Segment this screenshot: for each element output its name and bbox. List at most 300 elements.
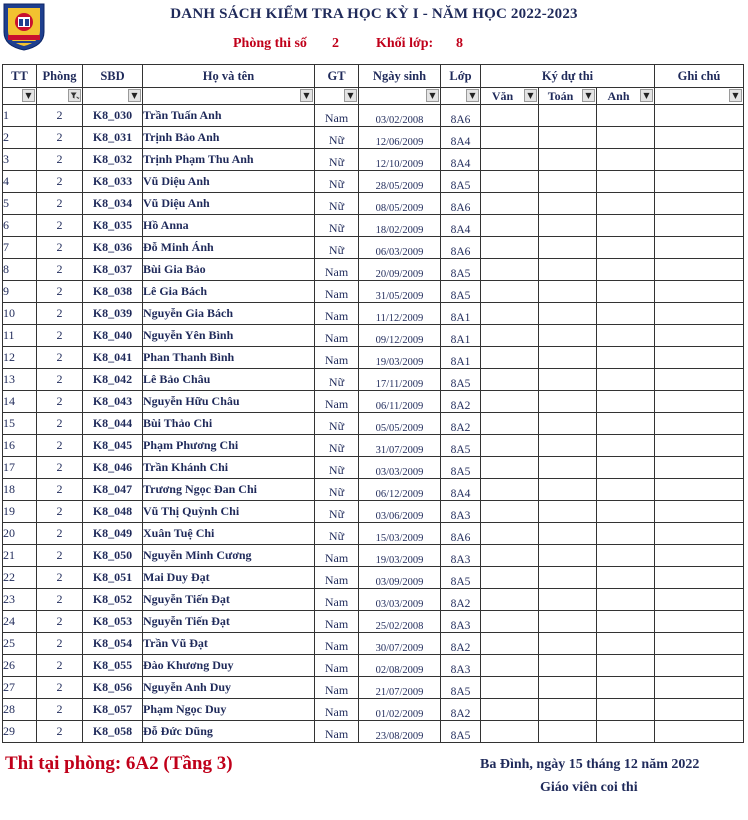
- row-tt[interactable]: 7: [3, 237, 37, 259]
- row-tt[interactable]: 9: [3, 281, 37, 303]
- row-class[interactable]: 8A5: [441, 567, 481, 589]
- row-notes[interactable]: [655, 721, 744, 743]
- row-sign-anh[interactable]: [597, 237, 655, 259]
- row-sbd[interactable]: K8_049: [83, 523, 143, 545]
- row-gt[interactable]: Nữ: [315, 413, 359, 435]
- row-phong[interactable]: 2: [37, 655, 83, 677]
- row-sign-van[interactable]: [481, 589, 539, 611]
- row-sign-anh[interactable]: [597, 545, 655, 567]
- row-notes[interactable]: [655, 501, 744, 523]
- row-class[interactable]: 8A5: [441, 457, 481, 479]
- row-dob[interactable]: 11/12/2009: [359, 303, 441, 325]
- row-dob[interactable]: 28/05/2009: [359, 171, 441, 193]
- row-name[interactable]: Trương Ngọc Đan Chi: [143, 479, 315, 501]
- row-tt[interactable]: 3: [3, 149, 37, 171]
- row-name[interactable]: Lê Bảo Châu: [143, 369, 315, 391]
- row-notes[interactable]: [655, 105, 744, 127]
- row-name[interactable]: Bùi Thảo Chi: [143, 413, 315, 435]
- row-sign-van[interactable]: [481, 611, 539, 633]
- row-notes[interactable]: [655, 655, 744, 677]
- row-sign-toan[interactable]: [539, 105, 597, 127]
- row-notes[interactable]: [655, 303, 744, 325]
- row-class[interactable]: 8A5: [441, 435, 481, 457]
- row-class[interactable]: 8A6: [441, 523, 481, 545]
- row-name[interactable]: Trần Vũ Đạt: [143, 633, 315, 655]
- row-sign-toan[interactable]: [539, 677, 597, 699]
- row-class[interactable]: 8A2: [441, 391, 481, 413]
- row-sign-van[interactable]: [481, 171, 539, 193]
- row-sign-anh[interactable]: [597, 325, 655, 347]
- row-dob[interactable]: 31/05/2009: [359, 281, 441, 303]
- row-class[interactable]: 8A6: [441, 105, 481, 127]
- row-class[interactable]: 8A3: [441, 655, 481, 677]
- row-phong[interactable]: 2: [37, 589, 83, 611]
- row-gt[interactable]: Nữ: [315, 193, 359, 215]
- row-gt[interactable]: Nữ: [315, 237, 359, 259]
- row-dob[interactable]: 01/02/2009: [359, 699, 441, 721]
- row-notes[interactable]: [655, 567, 744, 589]
- row-sign-van[interactable]: [481, 259, 539, 281]
- row-sign-van[interactable]: [481, 633, 539, 655]
- row-class[interactable]: 8A4: [441, 149, 481, 171]
- row-phong[interactable]: 2: [37, 611, 83, 633]
- row-sign-van[interactable]: [481, 567, 539, 589]
- row-class[interactable]: 8A5: [441, 281, 481, 303]
- row-sign-toan[interactable]: [539, 215, 597, 237]
- row-name[interactable]: Nguyễn Minh Cương: [143, 545, 315, 567]
- row-tt[interactable]: 5: [3, 193, 37, 215]
- row-tt[interactable]: 1: [3, 105, 37, 127]
- row-dob[interactable]: 02/08/2009: [359, 655, 441, 677]
- row-sign-toan[interactable]: [539, 281, 597, 303]
- row-notes[interactable]: [655, 391, 744, 413]
- row-gt[interactable]: Nữ: [315, 215, 359, 237]
- row-phong[interactable]: 2: [37, 149, 83, 171]
- row-tt[interactable]: 21: [3, 545, 37, 567]
- row-sign-anh[interactable]: [597, 699, 655, 721]
- row-tt[interactable]: 6: [3, 215, 37, 237]
- row-notes[interactable]: [655, 259, 744, 281]
- row-sign-van[interactable]: [481, 457, 539, 479]
- row-class[interactable]: 8A2: [441, 633, 481, 655]
- row-dob[interactable]: 03/03/2009: [359, 589, 441, 611]
- filter-dropdown-anh[interactable]: ▼: [640, 89, 653, 102]
- row-sbd[interactable]: K8_041: [83, 347, 143, 369]
- row-tt[interactable]: 26: [3, 655, 37, 677]
- row-tt[interactable]: 29: [3, 721, 37, 743]
- row-notes[interactable]: [655, 457, 744, 479]
- row-name[interactable]: Đào Khương Duy: [143, 655, 315, 677]
- row-notes[interactable]: [655, 589, 744, 611]
- row-dob[interactable]: 03/06/2009: [359, 501, 441, 523]
- row-dob[interactable]: 08/05/2009: [359, 193, 441, 215]
- row-sbd[interactable]: K8_040: [83, 325, 143, 347]
- row-name[interactable]: Trịnh Phạm Thu Anh: [143, 149, 315, 171]
- row-dob[interactable]: 12/10/2009: [359, 149, 441, 171]
- row-sign-van[interactable]: [481, 391, 539, 413]
- row-name[interactable]: Trịnh Bảo Anh: [143, 127, 315, 149]
- row-sign-toan[interactable]: [539, 721, 597, 743]
- row-gt[interactable]: Nữ: [315, 369, 359, 391]
- row-gt[interactable]: Nam: [315, 611, 359, 633]
- row-sign-anh[interactable]: [597, 567, 655, 589]
- row-sign-van[interactable]: [481, 325, 539, 347]
- row-sbd[interactable]: K8_038: [83, 281, 143, 303]
- row-dob[interactable]: 03/02/2008: [359, 105, 441, 127]
- row-gt[interactable]: Nam: [315, 699, 359, 721]
- row-notes[interactable]: [655, 545, 744, 567]
- row-tt[interactable]: 16: [3, 435, 37, 457]
- row-sign-toan[interactable]: [539, 633, 597, 655]
- row-sign-van[interactable]: [481, 479, 539, 501]
- row-gt[interactable]: Nữ: [315, 435, 359, 457]
- row-sign-toan[interactable]: [539, 193, 597, 215]
- row-name[interactable]: Đỗ Minh Ánh: [143, 237, 315, 259]
- row-name[interactable]: Vũ Thị Quỳnh Chi: [143, 501, 315, 523]
- row-sign-anh[interactable]: [597, 281, 655, 303]
- row-name[interactable]: Nguyễn Yên Bình: [143, 325, 315, 347]
- row-dob[interactable]: 17/11/2009: [359, 369, 441, 391]
- row-gt[interactable]: Nam: [315, 677, 359, 699]
- row-sbd[interactable]: K8_033: [83, 171, 143, 193]
- row-tt[interactable]: 22: [3, 567, 37, 589]
- row-class[interactable]: 8A1: [441, 347, 481, 369]
- row-phong[interactable]: 2: [37, 127, 83, 149]
- row-sign-anh[interactable]: [597, 369, 655, 391]
- row-gt[interactable]: Nữ: [315, 171, 359, 193]
- row-name[interactable]: Lê Gia Bách: [143, 281, 315, 303]
- row-sign-van[interactable]: [481, 545, 539, 567]
- row-sign-toan[interactable]: [539, 171, 597, 193]
- row-notes[interactable]: [655, 677, 744, 699]
- row-phong[interactable]: 2: [37, 699, 83, 721]
- row-gt[interactable]: Nữ: [315, 523, 359, 545]
- row-sign-toan[interactable]: [539, 149, 597, 171]
- row-sbd[interactable]: K8_043: [83, 391, 143, 413]
- row-sbd[interactable]: K8_035: [83, 215, 143, 237]
- row-phong[interactable]: 2: [37, 105, 83, 127]
- row-phong[interactable]: 2: [37, 479, 83, 501]
- row-phong[interactable]: 2: [37, 523, 83, 545]
- row-sign-anh[interactable]: [597, 633, 655, 655]
- filter-dropdown-lop[interactable]: ▼: [466, 89, 479, 102]
- row-name[interactable]: Nguyễn Gia Bách: [143, 303, 315, 325]
- row-phong[interactable]: 2: [37, 281, 83, 303]
- row-gt[interactable]: Nữ: [315, 127, 359, 149]
- row-sbd[interactable]: K8_054: [83, 633, 143, 655]
- row-tt[interactable]: 2: [3, 127, 37, 149]
- row-sign-van[interactable]: [481, 699, 539, 721]
- row-dob[interactable]: 15/03/2009: [359, 523, 441, 545]
- row-notes[interactable]: [655, 149, 744, 171]
- row-class[interactable]: 8A5: [441, 677, 481, 699]
- row-sign-anh[interactable]: [597, 457, 655, 479]
- row-sign-toan[interactable]: [539, 567, 597, 589]
- row-class[interactable]: 8A2: [441, 699, 481, 721]
- row-sign-anh[interactable]: [597, 655, 655, 677]
- row-phong[interactable]: 2: [37, 193, 83, 215]
- row-phong[interactable]: 2: [37, 369, 83, 391]
- row-gt[interactable]: Nam: [315, 281, 359, 303]
- filter-dropdown-van[interactable]: ▼: [524, 89, 537, 102]
- row-sign-anh[interactable]: [597, 127, 655, 149]
- row-tt[interactable]: 4: [3, 171, 37, 193]
- row-sign-toan[interactable]: [539, 127, 597, 149]
- row-gt[interactable]: Nam: [315, 303, 359, 325]
- row-dob[interactable]: 25/02/2008: [359, 611, 441, 633]
- row-sign-toan[interactable]: [539, 325, 597, 347]
- row-sign-anh[interactable]: [597, 523, 655, 545]
- row-sign-toan[interactable]: [539, 237, 597, 259]
- row-class[interactable]: 8A5: [441, 171, 481, 193]
- row-sign-van[interactable]: [481, 501, 539, 523]
- row-dob[interactable]: 09/12/2009: [359, 325, 441, 347]
- row-gt[interactable]: Nữ: [315, 149, 359, 171]
- row-notes[interactable]: [655, 171, 744, 193]
- row-class[interactable]: 8A5: [441, 721, 481, 743]
- filter-dropdown-toan[interactable]: ▼: [582, 89, 595, 102]
- row-tt[interactable]: 15: [3, 413, 37, 435]
- row-sign-van[interactable]: [481, 655, 539, 677]
- row-sbd[interactable]: K8_052: [83, 589, 143, 611]
- filter-dropdown-gt[interactable]: ▼: [344, 89, 357, 102]
- row-name[interactable]: Phan Thanh Bình: [143, 347, 315, 369]
- row-phong[interactable]: 2: [37, 171, 83, 193]
- row-sbd[interactable]: K8_048: [83, 501, 143, 523]
- filter-dropdown-dob[interactable]: ▼: [426, 89, 439, 102]
- row-sbd[interactable]: K8_036: [83, 237, 143, 259]
- row-tt[interactable]: 27: [3, 677, 37, 699]
- row-sign-anh[interactable]: [597, 347, 655, 369]
- row-tt[interactable]: 8: [3, 259, 37, 281]
- row-sbd[interactable]: K8_057: [83, 699, 143, 721]
- row-sign-toan[interactable]: [539, 699, 597, 721]
- row-gt[interactable]: Nam: [315, 391, 359, 413]
- row-sign-van[interactable]: [481, 149, 539, 171]
- row-sign-toan[interactable]: [539, 655, 597, 677]
- row-sign-toan[interactable]: [539, 523, 597, 545]
- row-sign-toan[interactable]: [539, 479, 597, 501]
- row-sign-van[interactable]: [481, 347, 539, 369]
- row-notes[interactable]: [655, 413, 744, 435]
- row-sign-anh[interactable]: [597, 303, 655, 325]
- row-notes[interactable]: [655, 479, 744, 501]
- row-sbd[interactable]: K8_042: [83, 369, 143, 391]
- row-gt[interactable]: Nam: [315, 633, 359, 655]
- row-name[interactable]: Xuân Tuệ Chi: [143, 523, 315, 545]
- row-tt[interactable]: 13: [3, 369, 37, 391]
- row-phong[interactable]: 2: [37, 677, 83, 699]
- row-tt[interactable]: 17: [3, 457, 37, 479]
- row-dob[interactable]: 19/03/2009: [359, 545, 441, 567]
- row-sbd[interactable]: K8_056: [83, 677, 143, 699]
- row-sign-anh[interactable]: [597, 171, 655, 193]
- row-name[interactable]: Nguyễn Tiến Đạt: [143, 611, 315, 633]
- row-gt[interactable]: Nam: [315, 589, 359, 611]
- row-class[interactable]: 8A3: [441, 545, 481, 567]
- row-name[interactable]: Phạm Phương Chi: [143, 435, 315, 457]
- row-dob[interactable]: 30/07/2009: [359, 633, 441, 655]
- row-notes[interactable]: [655, 193, 744, 215]
- row-dob[interactable]: 03/03/2009: [359, 457, 441, 479]
- row-sign-anh[interactable]: [597, 215, 655, 237]
- row-dob[interactable]: 31/07/2009: [359, 435, 441, 457]
- row-sbd[interactable]: K8_031: [83, 127, 143, 149]
- row-sign-van[interactable]: [481, 281, 539, 303]
- row-dob[interactable]: 23/08/2009: [359, 721, 441, 743]
- row-gt[interactable]: Nam: [315, 347, 359, 369]
- filter-dropdown-tt[interactable]: ▼: [22, 89, 35, 102]
- row-notes[interactable]: [655, 325, 744, 347]
- row-sbd[interactable]: K8_058: [83, 721, 143, 743]
- row-tt[interactable]: 23: [3, 589, 37, 611]
- row-name[interactable]: Nguyễn Anh Duy: [143, 677, 315, 699]
- row-phong[interactable]: 2: [37, 435, 83, 457]
- row-notes[interactable]: [655, 237, 744, 259]
- row-phong[interactable]: 2: [37, 391, 83, 413]
- row-dob[interactable]: 06/03/2009: [359, 237, 441, 259]
- row-dob[interactable]: 06/12/2009: [359, 479, 441, 501]
- row-phong[interactable]: 2: [37, 567, 83, 589]
- row-tt[interactable]: 24: [3, 611, 37, 633]
- row-phong[interactable]: 2: [37, 413, 83, 435]
- row-sign-toan[interactable]: [539, 457, 597, 479]
- row-name[interactable]: Vũ Diệu Anh: [143, 171, 315, 193]
- row-class[interactable]: 8A3: [441, 501, 481, 523]
- row-sign-van[interactable]: [481, 435, 539, 457]
- row-sign-van[interactable]: [481, 413, 539, 435]
- row-sbd[interactable]: K8_053: [83, 611, 143, 633]
- row-dob[interactable]: 03/09/2009: [359, 567, 441, 589]
- row-dob[interactable]: 12/06/2009: [359, 127, 441, 149]
- row-phong[interactable]: 2: [37, 215, 83, 237]
- row-sbd[interactable]: K8_047: [83, 479, 143, 501]
- row-sign-anh[interactable]: [597, 259, 655, 281]
- row-sign-anh[interactable]: [597, 435, 655, 457]
- row-sign-van[interactable]: [481, 127, 539, 149]
- row-name[interactable]: Vũ Diệu Anh: [143, 193, 315, 215]
- row-sign-toan[interactable]: [539, 435, 597, 457]
- row-tt[interactable]: 14: [3, 391, 37, 413]
- row-notes[interactable]: [655, 611, 744, 633]
- row-dob[interactable]: 21/07/2009: [359, 677, 441, 699]
- filter-dropdown-name[interactable]: ▼: [300, 89, 313, 102]
- row-class[interactable]: 8A3: [441, 611, 481, 633]
- row-gt[interactable]: Nam: [315, 105, 359, 127]
- row-tt[interactable]: 28: [3, 699, 37, 721]
- row-notes[interactable]: [655, 369, 744, 391]
- row-sign-anh[interactable]: [597, 501, 655, 523]
- row-class[interactable]: 8A2: [441, 589, 481, 611]
- row-dob[interactable]: 19/03/2009: [359, 347, 441, 369]
- row-sign-anh[interactable]: [597, 413, 655, 435]
- row-sign-van[interactable]: [481, 215, 539, 237]
- row-notes[interactable]: [655, 523, 744, 545]
- row-sbd[interactable]: K8_045: [83, 435, 143, 457]
- row-sign-anh[interactable]: [597, 589, 655, 611]
- row-sbd[interactable]: K8_051: [83, 567, 143, 589]
- row-phong[interactable]: 2: [37, 501, 83, 523]
- row-sbd[interactable]: K8_039: [83, 303, 143, 325]
- row-sbd[interactable]: K8_030: [83, 105, 143, 127]
- row-tt[interactable]: 12: [3, 347, 37, 369]
- row-sign-toan[interactable]: [539, 259, 597, 281]
- row-sbd[interactable]: K8_046: [83, 457, 143, 479]
- row-tt[interactable]: 25: [3, 633, 37, 655]
- row-dob[interactable]: 20/09/2009: [359, 259, 441, 281]
- row-sign-toan[interactable]: [539, 501, 597, 523]
- row-sign-anh[interactable]: [597, 105, 655, 127]
- row-sbd[interactable]: K8_037: [83, 259, 143, 281]
- row-sign-anh[interactable]: [597, 193, 655, 215]
- row-notes[interactable]: [655, 633, 744, 655]
- row-gt[interactable]: Nữ: [315, 457, 359, 479]
- row-tt[interactable]: 18: [3, 479, 37, 501]
- row-sign-toan[interactable]: [539, 369, 597, 391]
- funnel-filter-icon[interactable]: [68, 89, 81, 102]
- row-notes[interactable]: [655, 435, 744, 457]
- row-sbd[interactable]: K8_034: [83, 193, 143, 215]
- row-notes[interactable]: [655, 215, 744, 237]
- row-name[interactable]: Phạm Ngọc Duy: [143, 699, 315, 721]
- row-sign-van[interactable]: [481, 677, 539, 699]
- row-sign-van[interactable]: [481, 523, 539, 545]
- row-tt[interactable]: 20: [3, 523, 37, 545]
- row-sbd[interactable]: K8_032: [83, 149, 143, 171]
- row-class[interactable]: 8A6: [441, 237, 481, 259]
- row-phong[interactable]: 2: [37, 633, 83, 655]
- row-sign-toan[interactable]: [539, 347, 597, 369]
- row-phong[interactable]: 2: [37, 721, 83, 743]
- row-phong[interactable]: 2: [37, 237, 83, 259]
- row-sign-van[interactable]: [481, 193, 539, 215]
- row-name[interactable]: Mai Duy Đạt: [143, 567, 315, 589]
- row-class[interactable]: 8A5: [441, 259, 481, 281]
- row-gt[interactable]: Nam: [315, 567, 359, 589]
- row-sbd[interactable]: K8_050: [83, 545, 143, 567]
- row-sign-anh[interactable]: [597, 721, 655, 743]
- row-tt[interactable]: 11: [3, 325, 37, 347]
- row-gt[interactable]: Nữ: [315, 479, 359, 501]
- row-gt[interactable]: Nữ: [315, 501, 359, 523]
- row-dob[interactable]: 05/05/2009: [359, 413, 441, 435]
- row-class[interactable]: 8A1: [441, 325, 481, 347]
- row-sign-toan[interactable]: [539, 545, 597, 567]
- row-sign-van[interactable]: [481, 721, 539, 743]
- row-name[interactable]: Trần Khánh Chi: [143, 457, 315, 479]
- row-gt[interactable]: Nam: [315, 545, 359, 567]
- row-sign-anh[interactable]: [597, 611, 655, 633]
- filter-dropdown-sbd[interactable]: ▼: [128, 89, 141, 102]
- row-tt[interactable]: 19: [3, 501, 37, 523]
- row-class[interactable]: 8A4: [441, 479, 481, 501]
- row-sign-toan[interactable]: [539, 611, 597, 633]
- row-sign-toan[interactable]: [539, 391, 597, 413]
- row-phong[interactable]: 2: [37, 545, 83, 567]
- row-notes[interactable]: [655, 281, 744, 303]
- row-class[interactable]: 8A2: [441, 413, 481, 435]
- row-sign-van[interactable]: [481, 369, 539, 391]
- row-sign-anh[interactable]: [597, 677, 655, 699]
- row-sign-van[interactable]: [481, 303, 539, 325]
- row-dob[interactable]: 18/02/2009: [359, 215, 441, 237]
- row-gt[interactable]: Nam: [315, 655, 359, 677]
- filter-dropdown-notes[interactable]: ▼: [729, 89, 742, 102]
- row-name[interactable]: Bùi Gia Bảo: [143, 259, 315, 281]
- row-notes[interactable]: [655, 347, 744, 369]
- row-sign-anh[interactable]: [597, 149, 655, 171]
- row-sign-toan[interactable]: [539, 413, 597, 435]
